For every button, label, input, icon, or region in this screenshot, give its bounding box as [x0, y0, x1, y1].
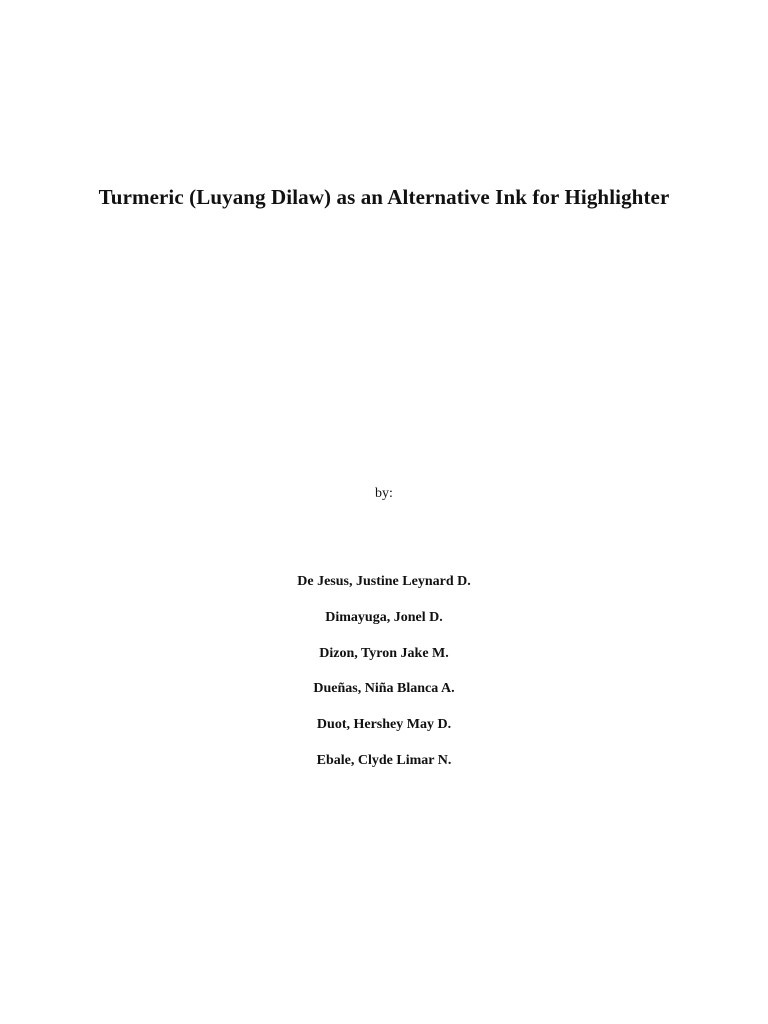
author-name: Dimayuga, Jonel D.: [325, 609, 443, 625]
author-list: [0, 572, 768, 787]
author-name: De Jesus, Justine Leynard D.: [297, 574, 471, 589]
author-name: Ebale, Clyde Limar N.: [316, 752, 452, 768]
author-name: Dueñas, Niña Blanca A.: [313, 681, 455, 697]
by-label: by:: [375, 486, 393, 501]
author-name: Dizon, Tyron Jake M.: [319, 645, 449, 661]
document-title: Turmeric (Luyang Dilaw) as an Alternative Ink for Highlighter: [98, 185, 670, 209]
author-name: Duot, Hershey May D.: [316, 717, 452, 733]
